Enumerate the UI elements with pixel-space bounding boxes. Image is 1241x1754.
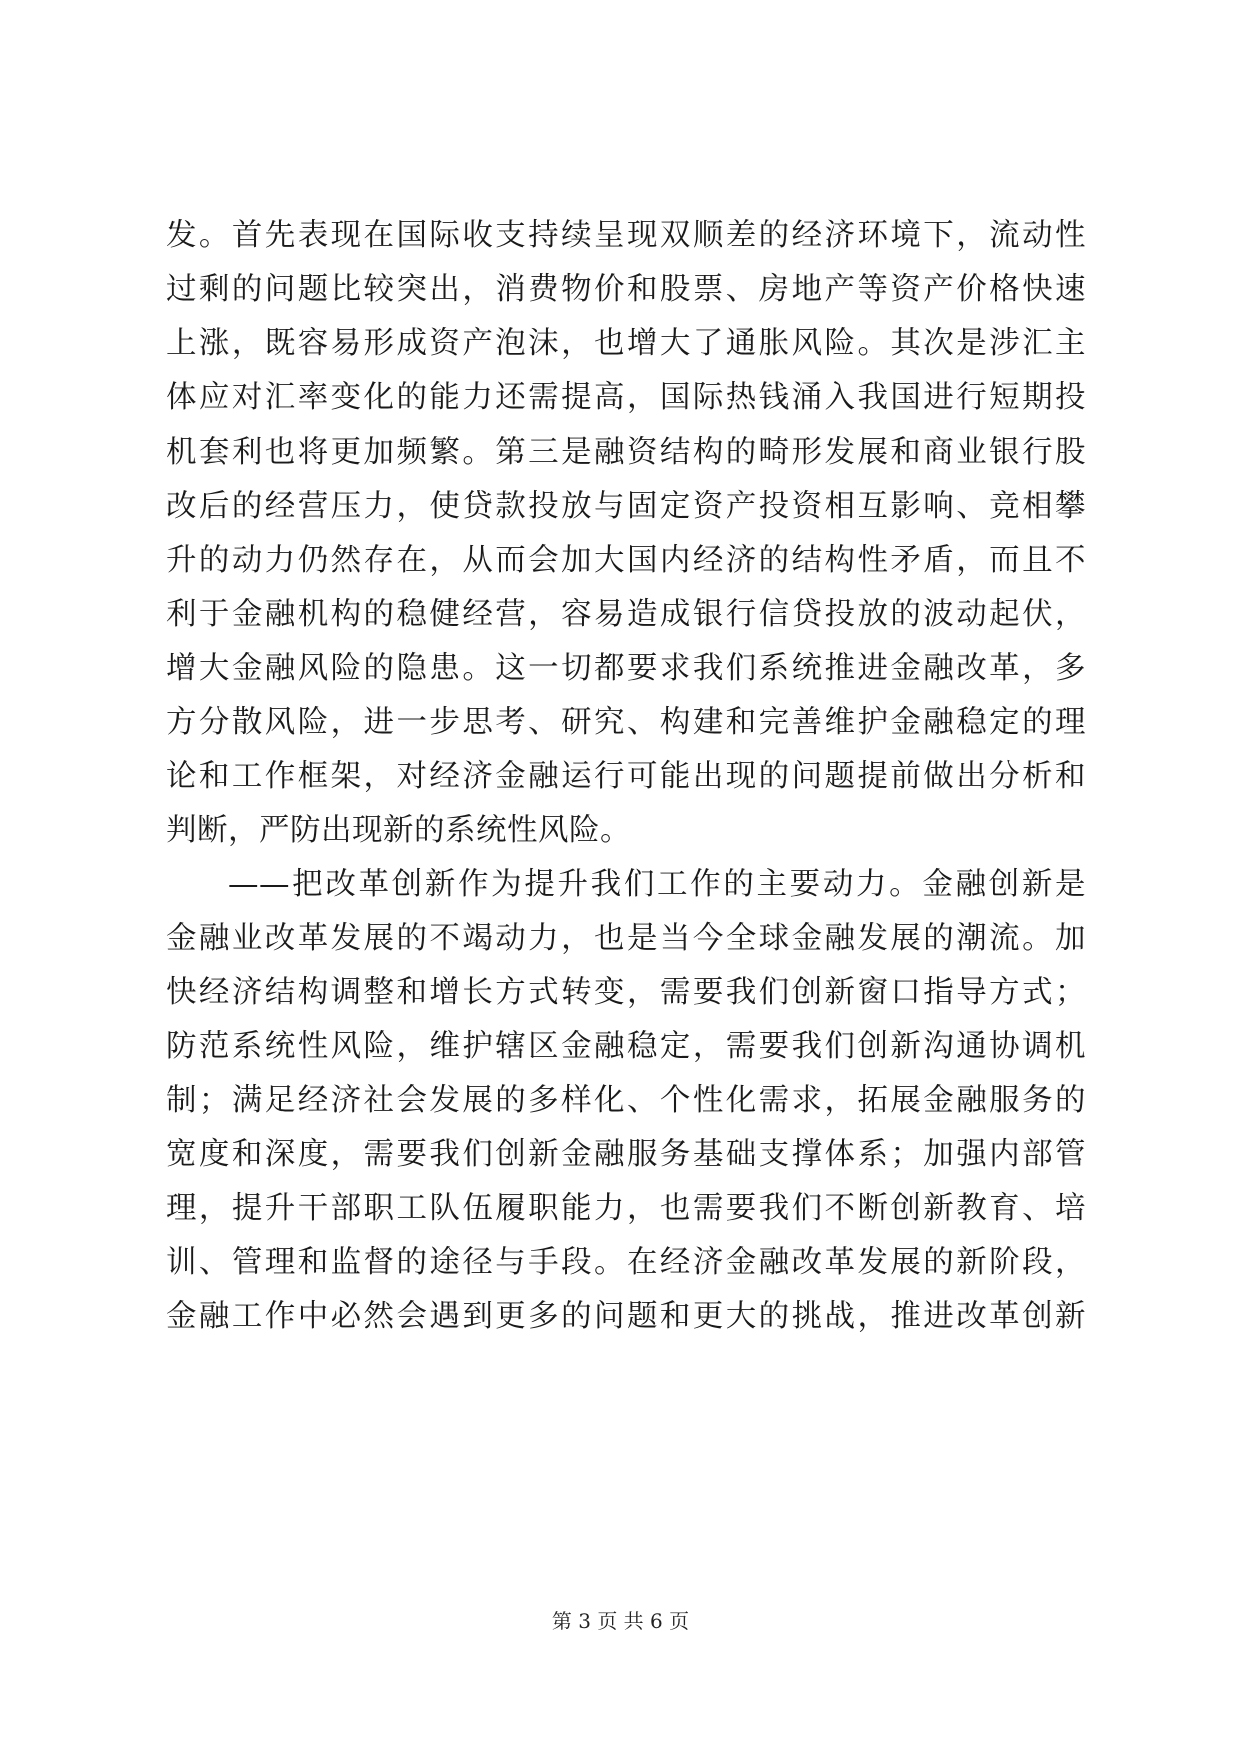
paragraph-first-line: ——把改革创新作为提升我们工作的主要动力。金融创新是 [228,867,1086,902]
text-line: 判断，严防出现新的系统性风险。 [166,813,631,848]
text-line: 改后的经营压力，使贷款投放与固定资产投资相互影响、竞相攀 [166,489,1086,524]
text-line: 上涨，既容易形成资产泡沫，也增大了通胀风险。其次是涉汇主 [166,326,1086,361]
text-line: 理，提升干部职工队伍履职能力，也需要我们不断创新教育、培 [166,1191,1086,1226]
text-line: 增大金融风险的隐患。这一切都要求我们系统推进金融改革，多 [166,651,1086,686]
text-line: 快经济结构调整和增长方式转变，需要我们创新窗口指导方式； [166,975,1086,1010]
text-line: 训、管理和监督的途径与手段。在经济金融改革发展的新阶段， [166,1245,1086,1280]
text-line: 宽度和深度，需要我们创新金融服务基础支撑体系；加强内部管 [166,1137,1086,1172]
text-line: 金融业改革发展的不竭动力，也是当今全球金融发展的潮流。加 [166,921,1086,956]
text-line: 金融工作中必然会遇到更多的问题和更大的挑战，推进改革创新 [166,1299,1086,1334]
text-line: 制；满足经济社会发展的多样化、个性化需求，拓展金融服务的 [166,1083,1086,1118]
text-line: 论和工作框架，对经济金融运行可能出现的问题提前做出分析和 [166,759,1086,794]
text-line: 防范系统性风险，维护辖区金融稳定，需要我们创新沟通协调机 [166,1029,1086,1064]
text-line: 发。首先表现在国际收支持续呈现双顺差的经济环境下，流动性 [166,218,1086,253]
page-number-footer: 第 3 页 共 6 页 [551,1609,690,1633]
text-line: 过剩的问题比较突出，消费物价和股票、房地产等资产价格快速 [166,272,1086,307]
text-line: 机套利也将更加频繁。第三是融资结构的畸形发展和商业银行股 [166,435,1086,470]
text-line: 体应对汇率变化的能力还需提高，国际热钱涌入我国进行短期投 [166,380,1086,415]
text-line: 方分散风险，进一步思考、研究、构建和完善维护金融稳定的理 [166,705,1086,740]
text-line: 利于金融机构的稳健经营，容易造成银行信贷投放的波动起伏， [166,597,1086,632]
text-line: 升的动力仍然存在，从而会加大国内经济的结构性矛盾，而且不 [166,543,1086,578]
